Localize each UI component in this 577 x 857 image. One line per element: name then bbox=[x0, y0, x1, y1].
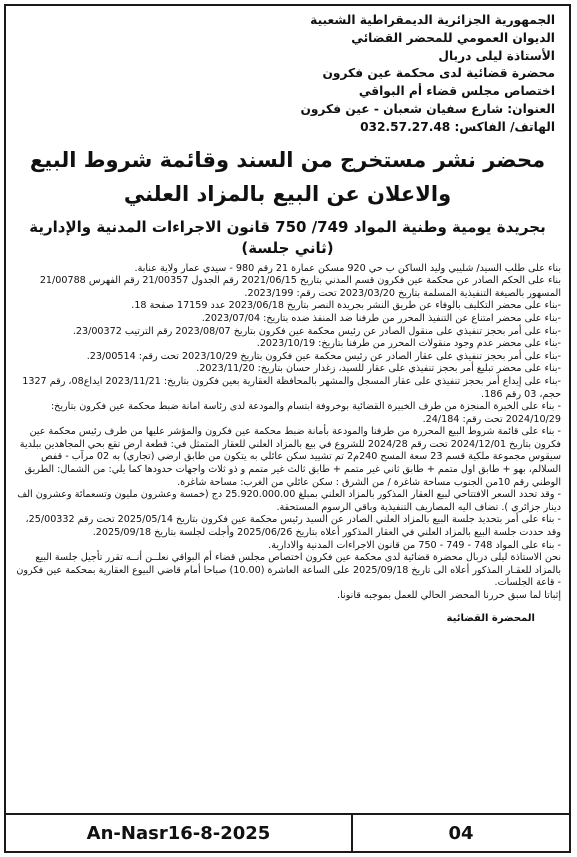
signature-label: المحضرة القضائية bbox=[446, 612, 535, 624]
paragraph-movable-seizure: -بناء على أمر بحجز تنفيذي على منقول الصادر عن رئيس محكمة عين فكرون بتاريخ 2023/08/07 رقم الترتيب 23/00372. bbox=[72, 325, 561, 337]
publication-footer bbox=[4, 813, 571, 853]
paragraph-announcement: نحن الاستاذة ليلى دربال محضرة قضائية لدى محكمة عين فكرون اختصاص مجلس قضاء أم البواقي نعلــن أنــه تقرر تأجيل جلسة البيع بالمزاد للعقـار المذكور أعلاه الى تاريخ 2025/09/18 على الساعة العاشرة (10.00) صباحا أمام قاضي البيوع العقارية بمحكمة عين فكرون - قاعة الجلسات. bbox=[16, 552, 561, 589]
page-number: 04 bbox=[448, 822, 474, 844]
paragraph-opening-price: - وقد تحدد السعر الافتتاحي لبيع العقار المذكور بالمزاد العلني بمبلغ 25.920.000.00 دج (خمسة وعشرون مليون وتسعمائة وعشرون الف دينار جزائري ). تضاف اليه المصاريف التنفيذية وباقي الرسوم المستحقة. bbox=[17, 489, 561, 513]
office-header bbox=[6, 6, 569, 137]
paragraph-closing: إثباتا لما سبق حررنا المحضر الحالي للعمل بموجبه قانونا. bbox=[337, 590, 561, 602]
header-line-office: الديوان العمومي للمحضر القضائي bbox=[351, 30, 555, 45]
paragraph-sale-conditions: - بناء على قائمة شروط البيع المحررة من طرفنا والمودعة بأمانة ضبط محكمة عين فكرون والمؤشر عليها من طرف رئيس محكمة عين فكرون بتاريخ 2024/12/01 تحت رقم 2024/28 للشروع في بيع بالمزاد العلني للعقار المتمثل في: قطعة ارض تقع بحي المجاهدين ببلدية سيقوس مجموعة ملكية قسم 23 سعة المسح 240م2 تم تشييد سكن عائلي به يتكون من طابق ارضي (تجاري) به 02 مرآب - قفص السلالم، بهو + طابق اول متمم + طابق ثاني غير متمم + طابق ثالث غير متمم و ذو ثلاث واجهات حدودها كما يلي: من الشمال: الطريق الوطني رقم 10من الجنوب مساحة شاغرة / من الشرق : سكن عائلي من الغرب: مساحة شاغرة. bbox=[19, 426, 561, 488]
paragraph-legal-articles: - بناء على المواد 748 - 749 - 750 من قانون الاجراءات المدنية والادارية. bbox=[268, 539, 561, 551]
header-line-bailiff-name: الأستاذة ليلى دربال bbox=[438, 48, 555, 63]
paragraph-requester: بناء على طلب السيد/ شليبي وليد الساكن ب حي 920 مسكن عمارة 21 رقم 980 - سيدي عمار ولاية عنابة. bbox=[134, 262, 561, 274]
header-line-republic: الجمهورية الجزائرية الديمقراطية الشعبية bbox=[310, 13, 555, 27]
notice-body bbox=[6, 259, 569, 603]
notice-subtitle: بجريدة يومية وطنية المواد 749/ 750 قانون الاجراءات المدنية والإدارية (ثاني جلسة) bbox=[29, 217, 546, 257]
notice-title: محضر نشر مستخرج من السند وقائمة شروط البيع والاعلان عن البيع بالمزاد العلني bbox=[29, 147, 546, 206]
paragraph-payment-order: -بناء على محضر التكليف بالوفاء عن طريق النشر بجريدة النصر بتاريخ 2023/06/18 عدد 17159 صفحة 18. bbox=[131, 300, 561, 312]
paragraph-refusal: -بناء على محضر امتناع عن التنفيذ المحرر من طرفنا ضد المنفذ ضده بتاريخ: 2023/07/04. bbox=[201, 312, 561, 324]
paragraph-real-estate-seizure: -بناء على أمر بحجز تنفيذي على عقار الصادر عن رئيس محكمة عين فكرون بتاريخ 2023/10/29 تحت رقم: 23/00514. bbox=[86, 350, 561, 362]
paragraph-seizure-registration: -بناء على إيداع أمر بحجز تنفيذي على عقار المسجل والمشهر بالمحافظة العقارية بعين فكرون بتاريخ: 2023/11/21 ايداع08، رقم 1327 حجم، 03 رقم 186. bbox=[22, 375, 561, 400]
header-line-jurisdiction: اختصاص مجلس قضاء أم البواقي bbox=[358, 84, 555, 99]
paragraph-seizure-notification: -بناء على محضر تبليغ أمر بحجز تنفيذي على عقار للسيد، زغدار حسان بتاريخ: 2023/11/20. bbox=[196, 363, 561, 375]
notice-frame bbox=[4, 4, 571, 841]
paragraph-judgment: بناء على الحكم الصادر عن محكمة عين فكرون قسم المدني بتاريخ 2021/06/15 رقم الجدول 21/00357 رقم الفهرس 21/00788 المسهور بالصيغة التنفيذية المسلمة بتاريخ 2023/03/20 تحت رقم: 2023/199. bbox=[39, 275, 561, 299]
publication-id: An-Nasr16-8-2025 bbox=[86, 822, 271, 844]
header-line-court: محضرة قضائية لدى محكمة عين فكرون bbox=[322, 66, 555, 81]
header-line-address: العنوان: شارع سفيان شعبان - عين فكرون bbox=[300, 101, 555, 116]
paragraph-hearing-date: - بناء على أمر بتحديد جلسة البيع بالمزاد العلني الصادر عن السيد رئيس محكمة عين فكرون بتاريخ 2025/05/14 تحت رقم 25/00332، وقد حددت جلسة البيع بالمزاد العلني في العقار المذكور أعلاه بتاريخ 2025/06/26 وأجلت لجلسة بتاريخ 2025/09/18. bbox=[25, 514, 561, 539]
paragraph-no-movables: -بناء على محضر عدم وجود منقولات المحرر من طرفنا بتاريخ: 2023/10/19. bbox=[256, 338, 561, 350]
paragraph-expertise: - بناء على الخبرة المنجزة من طرف الخبيرة القضائية بوخروفة ابتسام والمودعة لدى رئاسة امانة ضبط محكمة عين فكرون بتاريخ: 2024/10/29 تحت رقم: 24/184. bbox=[50, 401, 561, 425]
header-line-phone: الهاتف/ الفاكس: 032.57.27.48 bbox=[360, 119, 555, 134]
